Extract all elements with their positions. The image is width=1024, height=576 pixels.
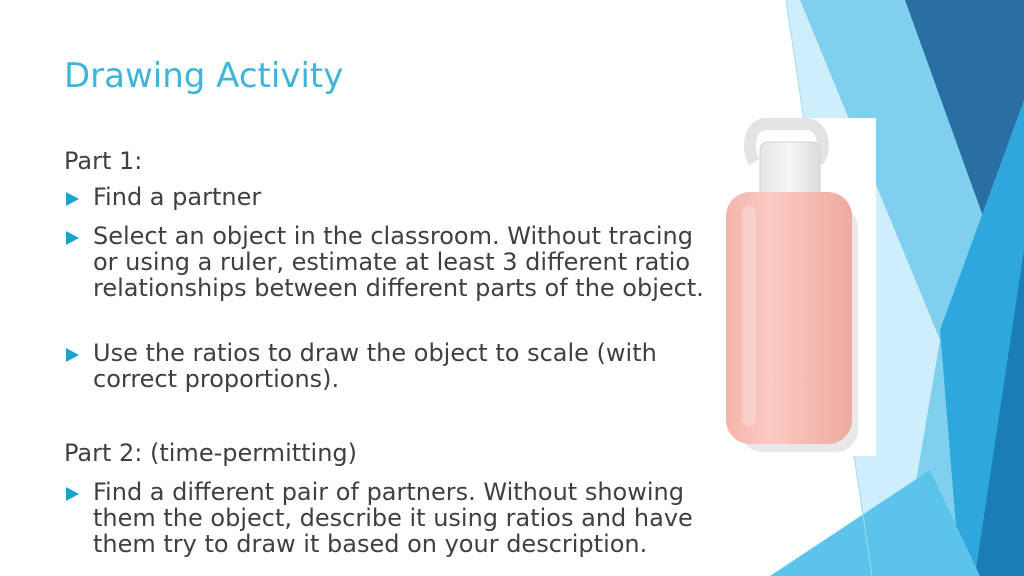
bullet-arrow-icon xyxy=(64,230,86,246)
part1-bullet-3 xyxy=(64,340,724,392)
bullet-arrow-icon xyxy=(64,347,86,363)
part2-bullet-1 xyxy=(64,479,724,557)
part1-heading: Part 1: xyxy=(64,147,143,175)
bullet-arrow-icon xyxy=(64,486,86,502)
bullet-text: Select an object in the classroom. Without tracing or using a ruler, estimate at least 3 different ratio relationships between different parts of the object. xyxy=(93,222,704,302)
part1-bullet-1 xyxy=(64,184,724,210)
bullet-text: Find a partner xyxy=(93,183,262,211)
bullet-text: Find a different pair of partners. Without showing them the object, describe it using ratios and have them try to draw it based on your description. xyxy=(93,478,693,558)
bottle-photo xyxy=(706,118,876,456)
water-bottle-icon xyxy=(706,118,876,456)
slide-title: Drawing Activity xyxy=(64,56,344,96)
bullet-arrow-icon xyxy=(64,191,86,207)
bullet-text: Use the ratios to draw the object to scale (with correct proportions). xyxy=(93,339,657,393)
part1-bullet-2 xyxy=(64,223,724,301)
part2-heading: Part 2: (time-permitting) xyxy=(64,439,358,467)
